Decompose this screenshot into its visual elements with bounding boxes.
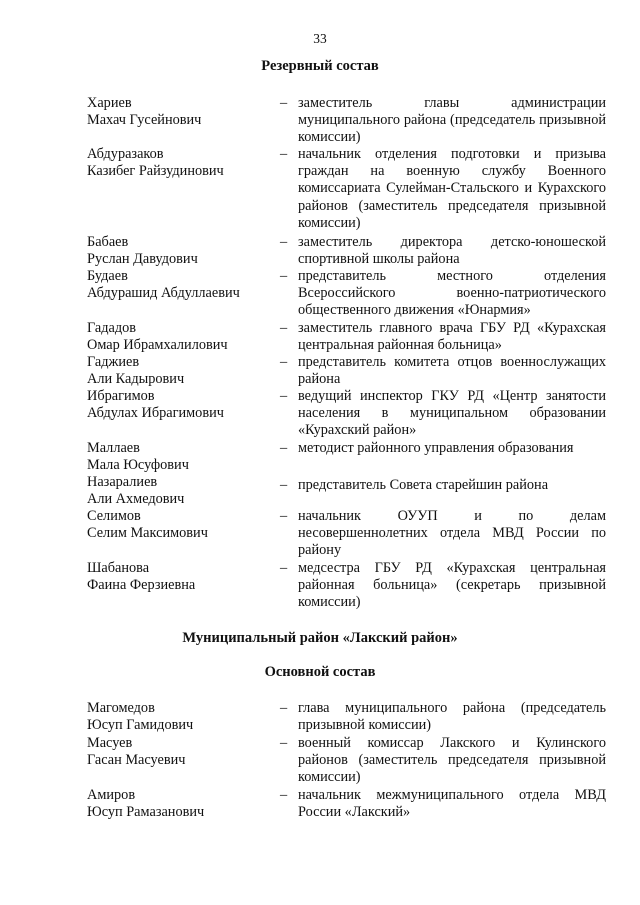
member-role: представитель Совета старейшин района — [298, 477, 549, 493]
dash-separator: – — [280, 735, 288, 751]
member-name: Бабаев Руслан Давудович — [87, 234, 198, 268]
page-number: 33 — [313, 31, 327, 46]
member-role: представитель местного отделения Всероссийского военно-патриотического общественного движения «Юнармия» — [298, 268, 606, 319]
member-role: ведущий инспектор ГКУ РД «Центр занятости населения в муниципальном образовании «Курахский район» — [298, 388, 606, 439]
dash-separator: – — [280, 320, 288, 336]
dash-separator: – — [280, 388, 288, 404]
dash-separator: – — [280, 146, 288, 162]
dash-separator: – — [280, 234, 288, 250]
member-name: Хариев Махач Гусейнович — [87, 95, 202, 129]
member-role: заместитель директора детско-юношеской спортивной школы района — [298, 234, 606, 268]
member-role: заместитель главного врача ГБУ РД «Курахская центральная районная больница» — [298, 320, 606, 354]
section-title-reserve: Резервный состав — [261, 58, 379, 74]
member-name: Селимов Селим Максимович — [87, 508, 208, 542]
member-role: начальник ОУУП и по делам несовершеннолетних отдела МВД России по району — [298, 508, 606, 559]
member-name: Амиров Юсуп Рамазанович — [87, 787, 205, 821]
member-name: Будаев Абдурашид Абдуллаевич — [87, 268, 240, 302]
dash-separator: – — [280, 787, 288, 803]
member-role: глава муниципального района (председатель призывной комиссии) — [298, 700, 606, 734]
member-role: военный комиссар Лакского и Кулинского районов (заместитель председателя призывной комиссии) — [298, 735, 606, 786]
dash-separator: – — [280, 508, 288, 524]
dash-separator: – — [280, 354, 288, 370]
dash-separator: – — [280, 440, 288, 456]
member-role: методист районного управления образования — [298, 440, 574, 456]
section-title-main: Основной состав — [264, 664, 376, 680]
member-name: Масуев Гасан Масуевич — [87, 735, 186, 769]
member-role: представитель комитета отцов военнослужащих района — [298, 354, 606, 388]
dash-separator: – — [280, 268, 288, 284]
member-name: Шабанова Фаина Ферзиевна — [87, 560, 196, 594]
member-name: Гададов Омар Ибрамхалилович — [87, 320, 228, 354]
member-name: Магомедов Юсуп Гамидович — [87, 700, 194, 734]
dash-separator: – — [280, 95, 288, 111]
section-title-district: Муниципальный район «Лакский район» — [182, 630, 458, 646]
member-name: Абдуразаков Казибег Райзудинович — [87, 146, 224, 180]
dash-separator: – — [280, 700, 288, 716]
member-role: начальник отделения подготовки и призыва граждан на военную службу Военного комиссариата Сулейман-Стальского и Курахского районов (заместитель председателя призывной комиссии) — [298, 146, 606, 231]
member-name: Маллаев Мала Юсуфович — [87, 440, 189, 474]
member-name: Ибрагимов Абдулах Ибрагимович — [87, 388, 224, 422]
dash-separator: – — [280, 560, 288, 576]
dash-separator: – — [280, 477, 288, 493]
member-role: медсестра ГБУ РД «Курахская центральная районная больница» (секретарь призывной комиссии) — [298, 560, 606, 611]
member-name: Гаджиев Али Кадырович — [87, 354, 185, 388]
member-role: начальник межмуниципального отдела МВД России «Лакский» — [298, 787, 606, 821]
member-name: Назаралиев Али Ахмедович — [87, 474, 185, 508]
member-role: заместитель главы администрации муниципального района (председатель призывной комиссии) — [298, 95, 606, 146]
